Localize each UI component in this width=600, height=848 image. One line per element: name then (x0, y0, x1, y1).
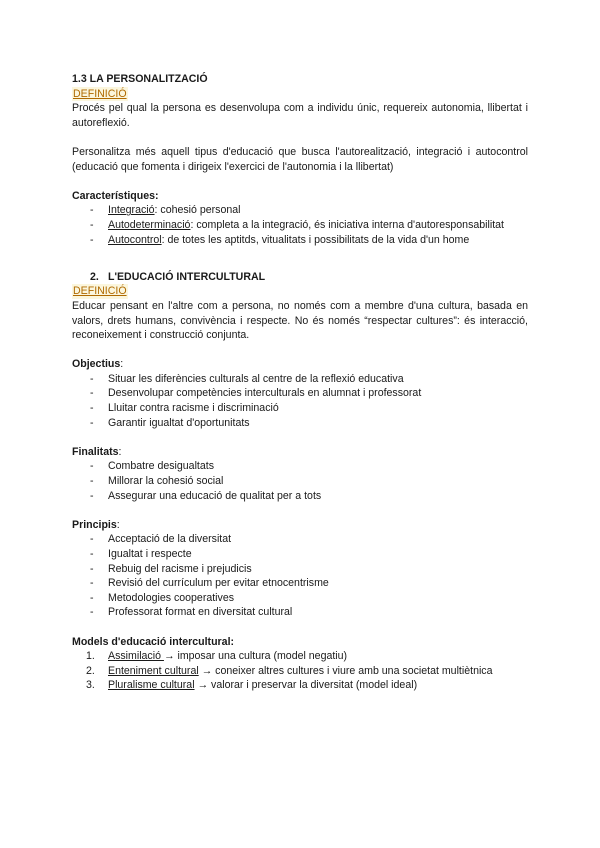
term: Autodeterminació (108, 218, 191, 231)
term: Assimilació (108, 650, 164, 663)
list-item: - Igualtat i respecte (86, 547, 528, 562)
purposes-title-text: Finalitats (72, 445, 119, 458)
principles-title: Principis: (72, 518, 120, 531)
term: Pluralisme cultural (108, 679, 195, 692)
term-desc: → valorar i preservar la diversitat (model ideal) (194, 679, 418, 692)
list-item: - Combatre desigualtats (86, 459, 528, 474)
term: Enteniment cultural (108, 664, 199, 677)
list-item (86, 218, 528, 233)
purposes-title: Finalitats: (72, 445, 122, 458)
list-item: - Acceptació de la diversitat (86, 532, 528, 547)
term-desc: : de totes les aptitds, vitualitats i possibilitats de la vida d'un home (161, 233, 470, 246)
characteristics-list (72, 203, 528, 247)
list-item: - Situar les diferències culturals al centre de la reflexió educativa (86, 372, 528, 387)
list-item (86, 664, 528, 679)
list-item: - Lluitar contra racisme i discriminació (86, 401, 528, 416)
paragraph-text: Personalitza més aquell tipus d'educació que busca l'autorealització, integració i autocontrol (educació que fomenta i dirigeix l'exercici de l'autonomia i la llibertat) (72, 145, 528, 173)
list-item: - Rebuig del racisme i prejudicis (86, 562, 528, 577)
term-desc: : cohesió personal (154, 204, 241, 217)
principles-title-text: Principis (72, 518, 117, 531)
characteristics-title: Característiques: (72, 189, 159, 202)
purposes-list (72, 459, 528, 503)
term-desc: : completa a la integració, és iniciativa interna d'autoresponsabilitat (190, 218, 504, 231)
section-heading-personalitzacio: 1.3 LA PERSONALITZACIÓ (72, 73, 208, 85)
definition-text: Educar pensant en l'altre com a persona, no només com a membre d'una cultura, basada en valors, drets humans, convivència i respecte. No és només “respectar cultures”: és interacció, reconeixement i construcció conjunta. (72, 299, 528, 342)
list-item: - Professorat format en diversitat cultural (86, 605, 528, 620)
list-item (86, 678, 528, 693)
item-number: 1. (86, 650, 95, 663)
list-item (86, 649, 528, 664)
principles-list (72, 532, 528, 620)
list-item: - Assegurar una educació de qualitat per a tots (86, 489, 528, 504)
list-item: - Revisió del currículum per evitar etnocentrisme (86, 576, 528, 591)
section-title: L'EDUCACIÓ INTERCULTURAL (108, 270, 266, 283)
term: Autocontrol (108, 233, 162, 246)
definition-text: Procés pel qual la persona es desenvolupa com a individu únic, requereix autonomia, llibertat i autoreflexió. (72, 102, 528, 129)
objectives-list (72, 372, 528, 430)
term-desc: → imposar una cultura (model negatiu) (163, 650, 348, 663)
list-item: - Metodologies cooperatives (86, 591, 528, 606)
item-number: 2. (86, 664, 95, 677)
models-list (72, 649, 528, 693)
models-title: Models d'educació intercultural: (72, 635, 235, 648)
section-heading-intercultural (72, 270, 528, 285)
definition-label: DEFINICIÓ (73, 87, 127, 100)
list-item: - Millorar la cohesió social (86, 474, 528, 489)
list-item (86, 233, 528, 248)
section-number: 2. (90, 270, 99, 283)
term: Integració (108, 204, 155, 217)
list-item: - Garantir igualtat d'oportunitats (86, 416, 528, 431)
definition-label: DEFINICIÓ (73, 285, 127, 298)
list-item: - Desenvolupar competències interculturals en alumnat i professorat (86, 386, 528, 401)
list-item (86, 203, 528, 218)
objectives-title-text: Objectius (72, 358, 121, 371)
term-desc: → coneixer altres cultures i viure amb una societat multiètnica (198, 664, 493, 677)
item-number: 3. (86, 679, 95, 692)
objectives-title: Objectius: (72, 358, 124, 371)
